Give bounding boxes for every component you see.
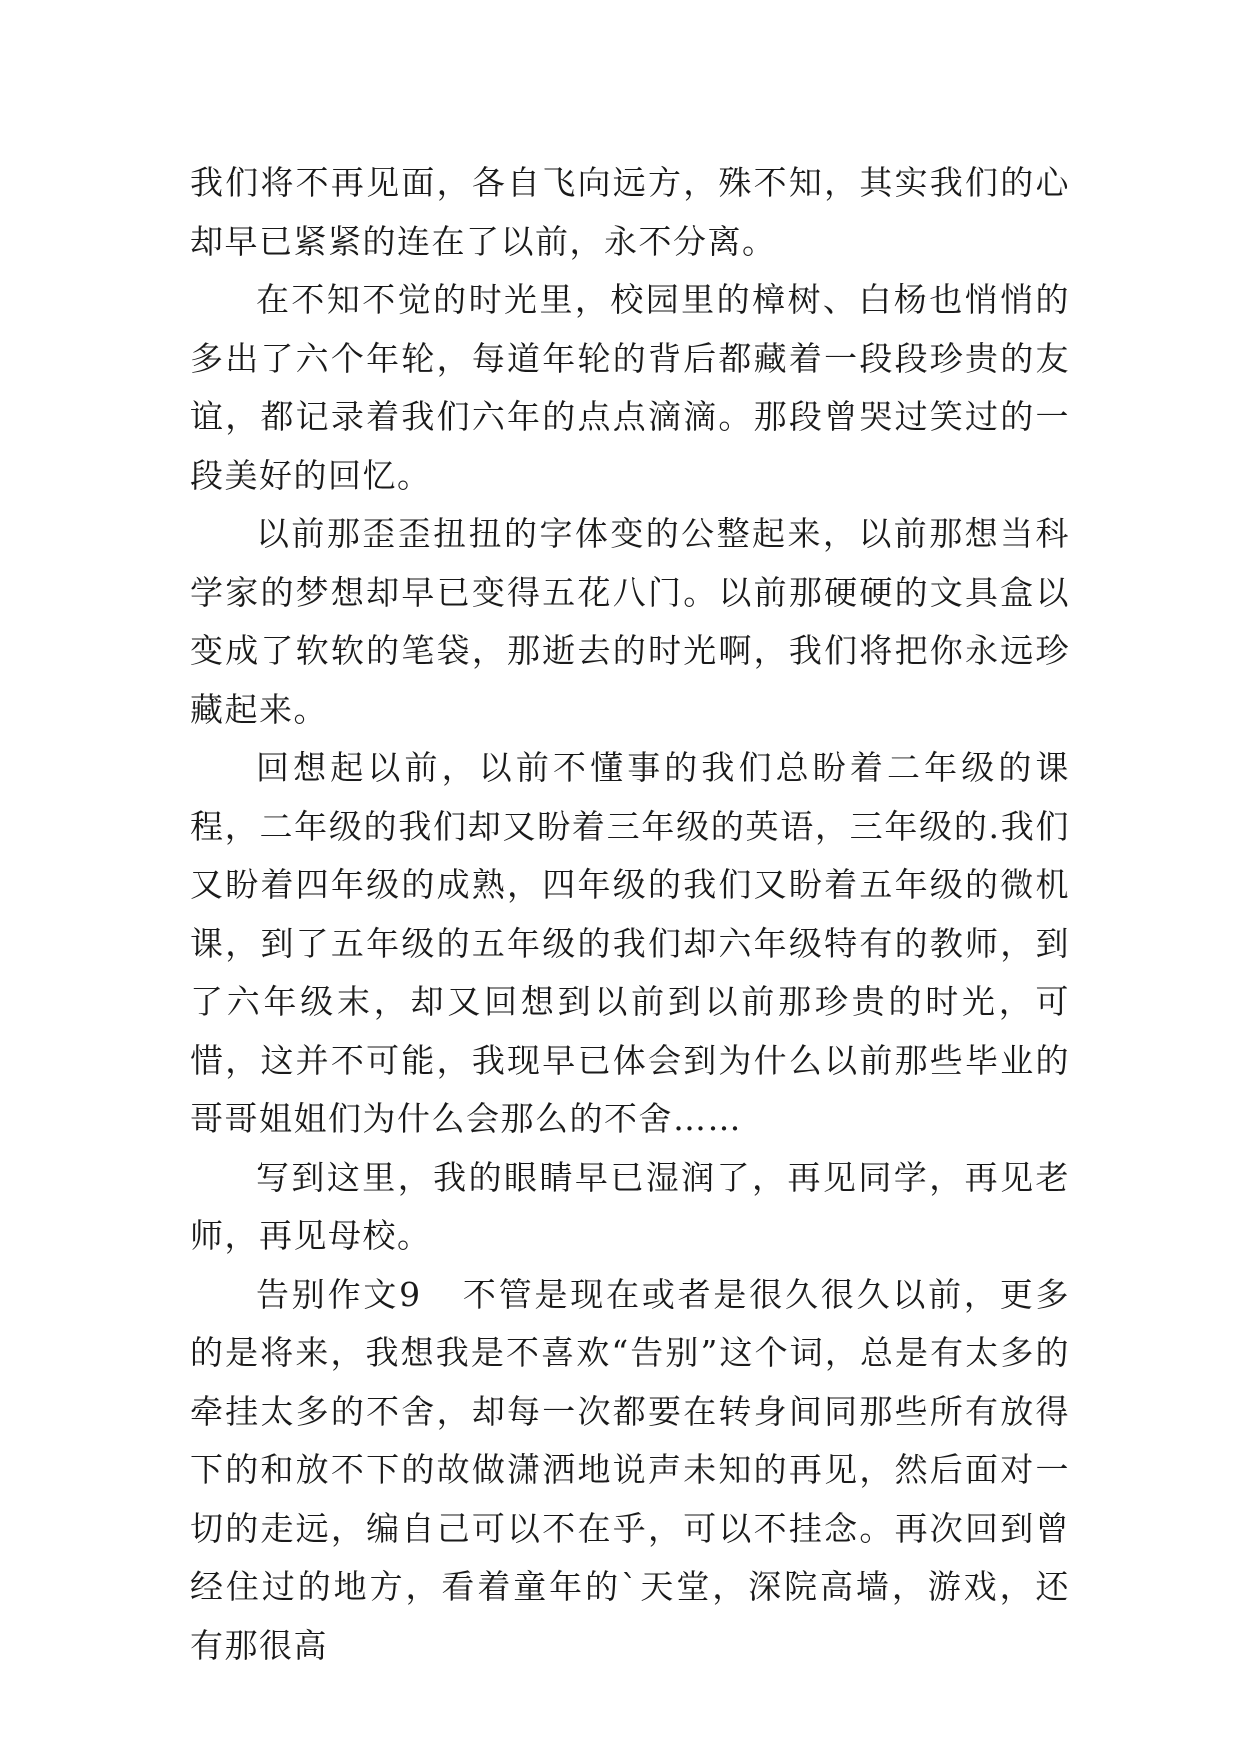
paragraph-6-text: 不管是现在或者是很久很久以前，更多的是将来，我想我是不喜欢“告别”这个词，总是有太多的牵挂太多的不舍，却每一次都要在转身间同那些所有放得下的和放不下的故做潇洒地说声未知的再见，然后面对一切的走远，编自己可以不在乎，可以不挂念。再次回到曾经住过的地方，看着童年的`天堂，深院高墙，游戏，还有那很高 [190, 1274, 1070, 1665]
paragraph-5: 写到这里，我的眼睛早已湿润了，再见同学，再见老师，再见母校。 [190, 1157, 1070, 1255]
essay-heading: 告别作文9 [256, 1274, 422, 1314]
paragraph-6 [190, 1266, 1070, 1676]
paragraph-4: 回想起以前，以前不懂事的我们总盼着二年级的课程，二年级的我们却又盼着三年级的英语，三年级的.我们又盼着四年级的成熟，四年级的我们又盼着五年级的微机课，到了五年级的五年级的我们却六年级特有的教师，到了六年级末，却又回想到以前到以前那珍贵的时光，可惜，这并不可能，我现早已体会到为什么以前那些毕业的哥哥姐姐们为什么会那么的不舍…… [190, 748, 1070, 1138]
paragraph-1: 我们将不再见面，各自飞向远方，殊不知，其实我们的心却早已紧紧的连在了以前，永不分离。 [190, 163, 1070, 261]
paragraph-3: 以前那歪歪扭扭的字体变的公整起来，以前那想当科学家的梦想却早已变得五花八门。以前那硬硬的文具盒以变成了软软的笔袋，那逝去的时光啊，我们将把你永远珍藏起来。 [190, 514, 1070, 729]
paragraph-2: 在不知不觉的时光里，校园里的樟树、白杨也悄悄的多出了六个年轮，每道年轮的背后都藏着一段段珍贵的友谊，都记录着我们六年的点点滴滴。那段曾哭过笑过的一段美好的回忆。 [190, 280, 1070, 495]
document-body [190, 154, 1070, 1675]
